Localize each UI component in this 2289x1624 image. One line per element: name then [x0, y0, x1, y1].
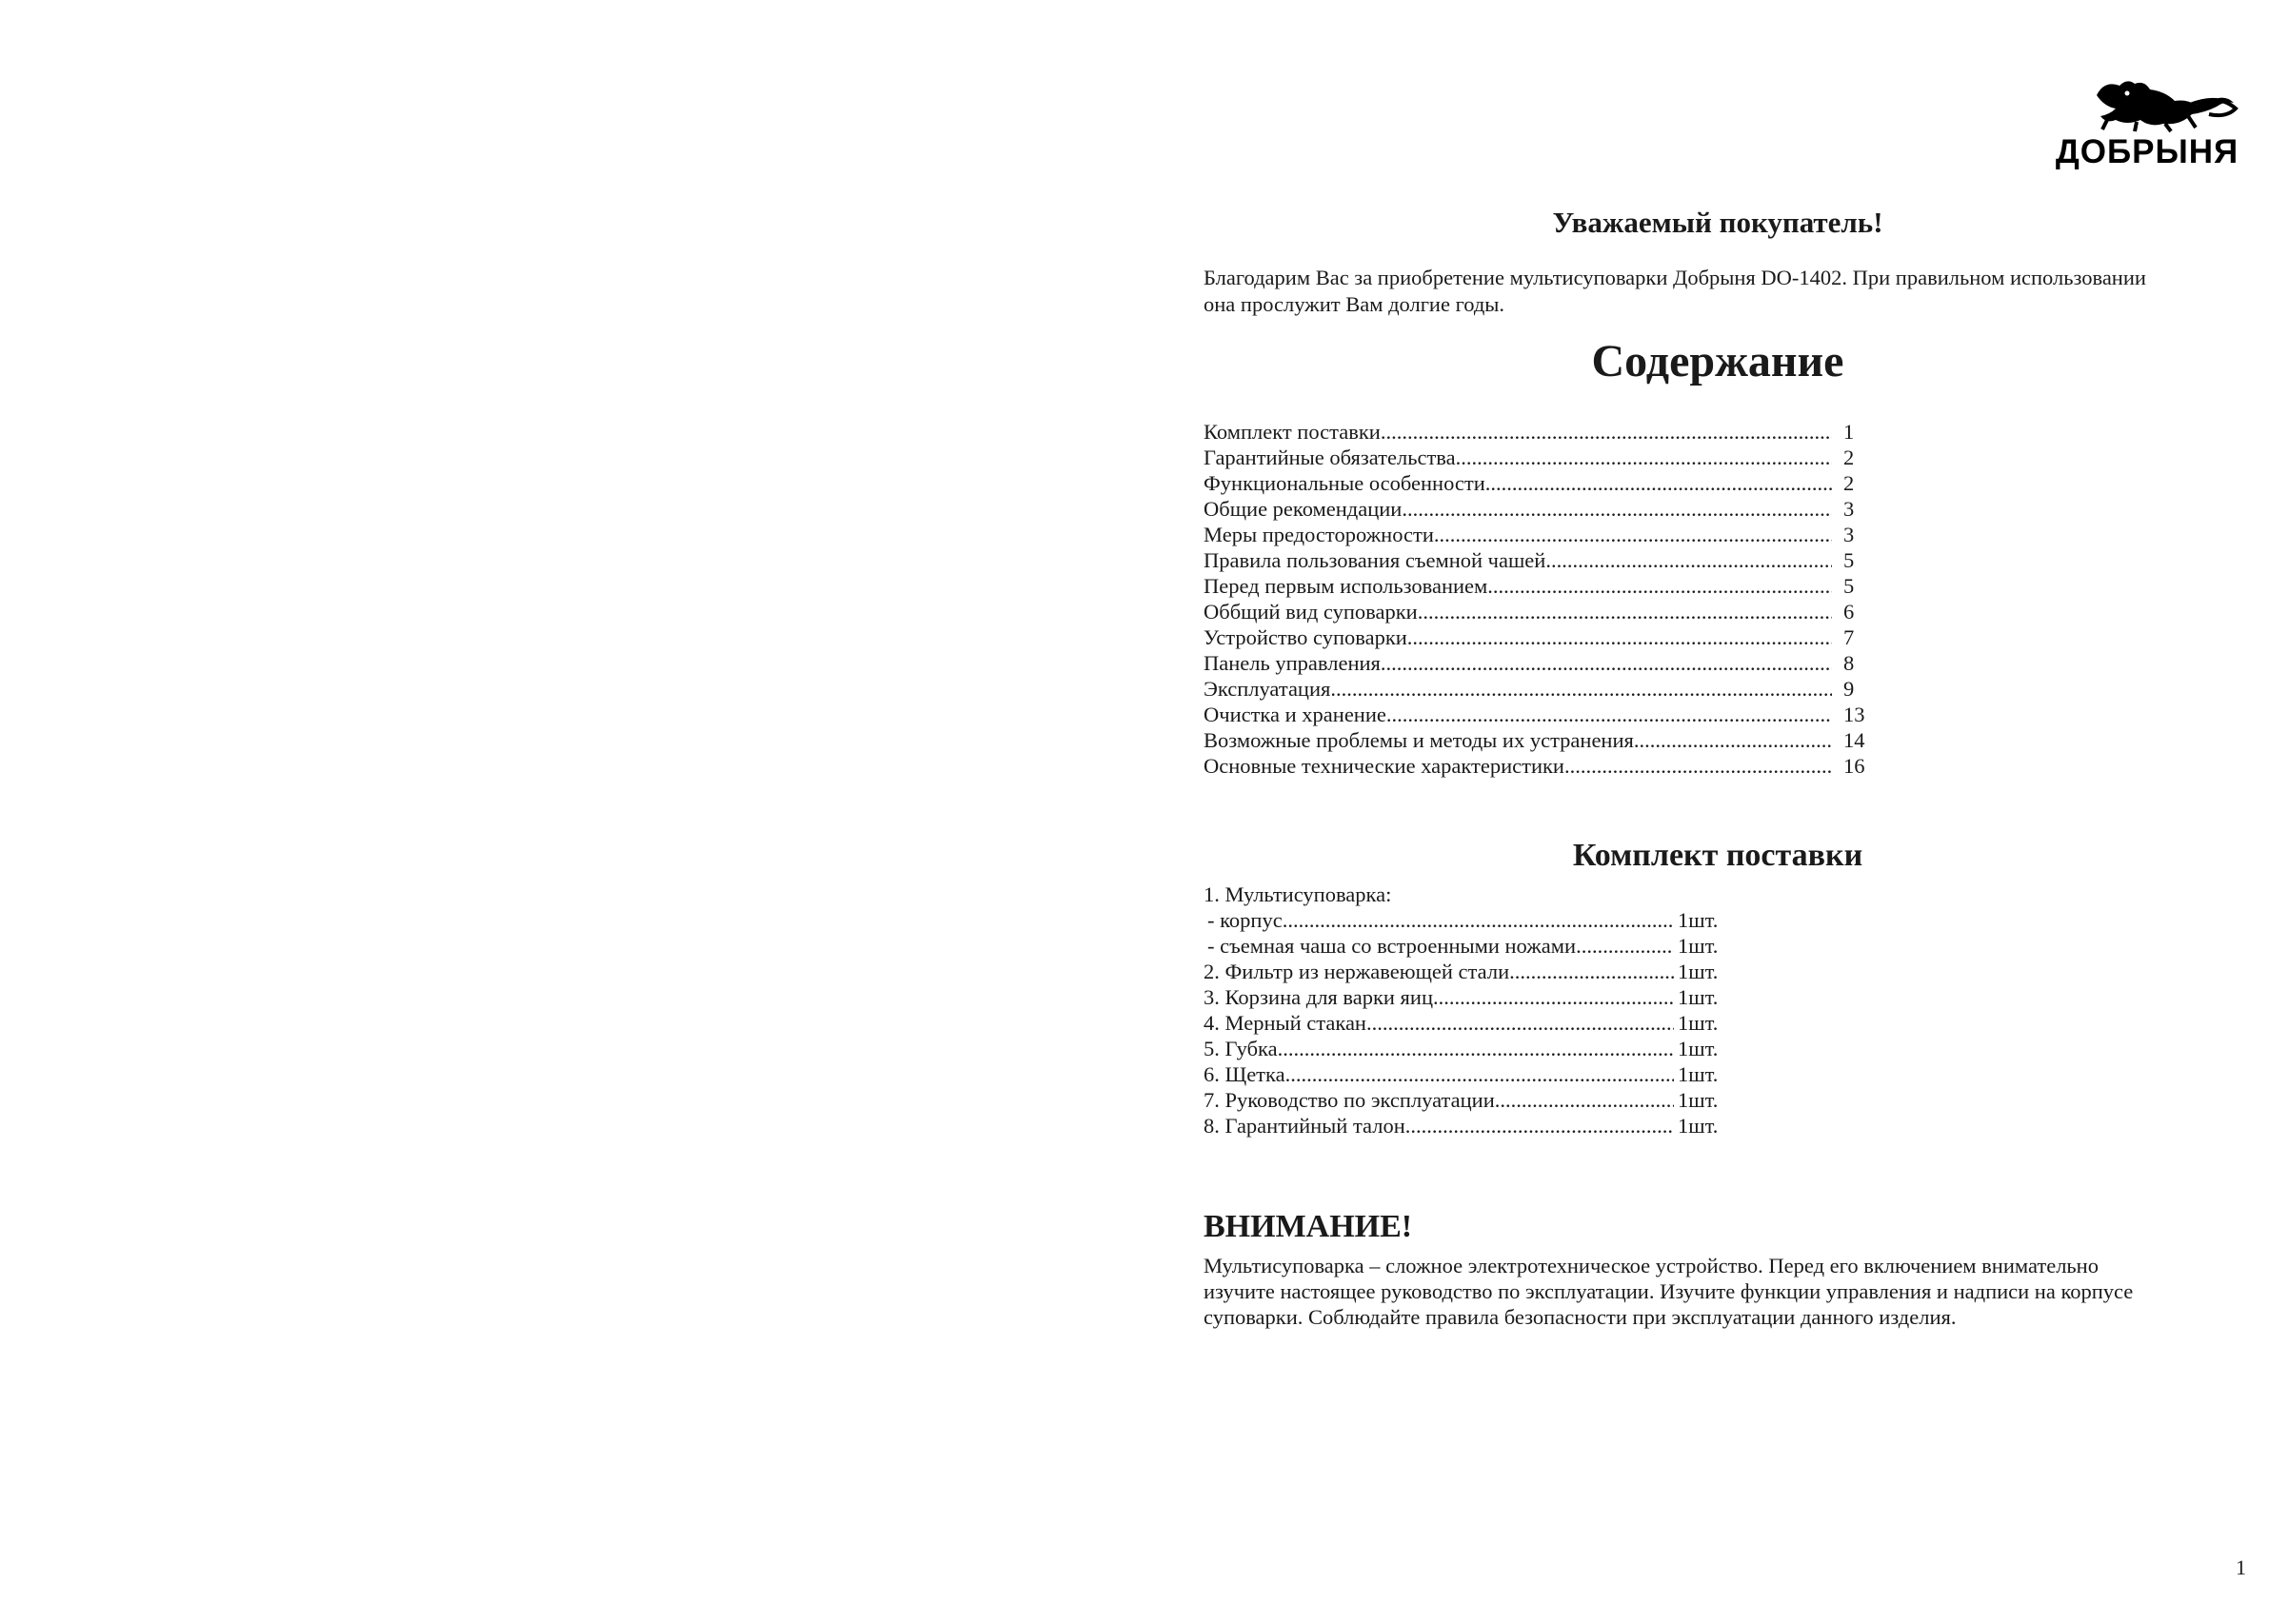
toc-item-page: 2: [1843, 471, 1855, 495]
toc-item-label: Комплект поставки: [1204, 420, 1381, 444]
leader-dots: [1418, 599, 1832, 624]
kit-item: [1204, 1036, 1725, 1061]
kit-item-label: - съемная чаша со встроенными ножами: [1207, 934, 1577, 958]
kit-item-label: 2. Фильтр из нержавеющей стали: [1204, 960, 1510, 983]
toc-item: [1204, 727, 1870, 753]
leader-dots: [1485, 470, 1832, 496]
toc-item-page: 6: [1843, 600, 1855, 624]
kit-item-qty: 1шт.: [1678, 934, 1719, 958]
attention-paragraph: [1204, 1253, 2241, 1330]
brand-logo: [2047, 76, 2257, 171]
attention-line: Мультисуповарка – сложное электротехническое устройство. Перед его включением внимательно: [1204, 1254, 2099, 1277]
kit-item-label: 7. Руководство по эксплуатации: [1204, 1088, 1495, 1112]
toc-item-page: 9: [1843, 677, 1855, 701]
toc-item-label: Эксплуатация: [1204, 677, 1331, 701]
leader-dots: [1330, 676, 1832, 702]
toc-item: [1204, 445, 1870, 470]
toc-item-page: 7: [1843, 625, 1855, 649]
toc-item-page: 14: [1843, 728, 1865, 752]
leader-dots: [1495, 1087, 1674, 1113]
kit-item: [1204, 933, 1725, 959]
toc-item-label: Перед первым использованием: [1204, 574, 1488, 598]
toc-item-page: 5: [1843, 548, 1855, 572]
kit-item: [1204, 959, 1725, 984]
leader-dots: [1285, 1061, 1674, 1087]
toc-item-label: Меры предосторожности: [1204, 523, 1434, 546]
toc-item-label: Гарантийные обязательства: [1204, 446, 1456, 469]
kit-item-label: 4. Мерный стакан: [1204, 1011, 1366, 1035]
logo-text: ДОБРЫНЯ: [2055, 133, 2239, 170]
toc-item-page: 8: [1843, 651, 1855, 675]
toc-item: [1204, 419, 1870, 445]
leader-dots: [1407, 624, 1832, 650]
leader-dots: [1381, 419, 1832, 445]
toc-item: [1204, 702, 1870, 727]
toc-item: [1204, 650, 1870, 676]
leader-dots: [1283, 1036, 1674, 1061]
toc-item-page: 13: [1843, 703, 1865, 726]
kit-item-label: 5. Губка.: [1204, 1037, 1284, 1060]
leader-dots: [1576, 933, 1674, 959]
kit-item-label: 8. Гарантийный талон: [1204, 1114, 1405, 1138]
toc-item: [1204, 753, 1870, 779]
kit-item-label: 6. Щетка: [1204, 1062, 1285, 1086]
kit-item-qty: 1шт.: [1678, 1011, 1719, 1035]
leader-dots: [1634, 727, 1832, 753]
toc-item-label: Очистка и хранение: [1204, 703, 1386, 726]
right-page: [1144, 0, 2289, 1624]
leader-dots: [1402, 496, 1832, 522]
intro-line: она прослужит Вам долгие годы.: [1204, 292, 1505, 316]
toc-item-label: Панель управления: [1204, 651, 1381, 675]
toc-item: [1204, 522, 1870, 547]
kit-item-label: - корпус: [1207, 908, 1283, 932]
page-number: 1: [2236, 1555, 2246, 1579]
attention-title: ВНИМАНИЕ!: [1204, 1209, 1413, 1244]
kit-item: [1204, 984, 1725, 1010]
toc-item-page: 3: [1843, 523, 1855, 546]
toc-item: [1204, 547, 1870, 573]
leader-dots: [1386, 702, 1832, 727]
kit-heading: 1. Мультисуповарка:: [1204, 882, 1392, 906]
toc-item-label: Правила пользования съемной чашей: [1204, 548, 1546, 572]
toc-item-page: 3: [1843, 497, 1855, 521]
leader-dots: [1433, 984, 1674, 1010]
kit-item-qty: 1шт.: [1678, 985, 1719, 1009]
kit-item: [1204, 1061, 1725, 1087]
kit-list: [1204, 907, 1725, 1139]
toc-item: [1204, 624, 1870, 650]
leader-dots: [1509, 959, 1674, 984]
kit-item: [1204, 907, 1725, 933]
toc-item-label: Устройство суповарки: [1204, 625, 1407, 649]
toc-item-page: 2: [1843, 446, 1855, 469]
kit-item-qty: 1шт.: [1678, 1037, 1719, 1060]
intro-paragraph: [1204, 265, 2251, 318]
toc-item-page: 5: [1843, 574, 1855, 598]
leader-dots: [1283, 907, 1674, 933]
toc-item: [1204, 573, 1870, 599]
toc-item-label: Возможные проблемы и методы их устранения: [1204, 728, 1634, 752]
kit-item-qty: 1шт.: [1678, 1088, 1719, 1112]
contents-title: Содержание: [1591, 336, 1844, 386]
toc-item-page: 1: [1843, 420, 1855, 444]
leader-dots: [1487, 573, 1832, 599]
attention-line: суповарки. Соблюдайте правила безопасности при эксплуатации данного изделия.: [1204, 1305, 1957, 1329]
table-of-contents: [1204, 419, 1870, 779]
kit-item-qty: 1шт.: [1678, 908, 1719, 932]
kit-title: Комплект поставки: [1572, 838, 1863, 873]
leader-dots: [1434, 522, 1832, 547]
attention-line: изучите настоящее руководство по эксплуатации. Изучите функции управления и надписи на корпусе: [1204, 1279, 2134, 1303]
kit-item-qty: 1шт.: [1678, 1114, 1719, 1138]
toc-item: [1204, 599, 1870, 624]
leader-dots: [1366, 1010, 1674, 1036]
galloping-horse-icon: [2047, 76, 2247, 133]
leader-dots: [1456, 445, 1832, 470]
toc-item-label: Общие рекомендации: [1204, 497, 1403, 521]
greeting-heading: Уважаемый покупатель!: [1552, 206, 1883, 239]
kit-item-qty: 1шт.: [1678, 1062, 1719, 1086]
intro-line: Благодарим Вас за приобретение мультисуповарки Добрыня DO-1402. При правильном использовании: [1204, 266, 2146, 289]
kit-item: [1204, 1087, 1725, 1113]
toc-item-label: Основные технические характеристики: [1204, 754, 1564, 778]
toc-item-label: Функциональные особенности: [1204, 471, 1485, 495]
leader-dots: [1564, 753, 1832, 779]
kit-item-qty: 1шт.: [1678, 960, 1719, 983]
left-blank-page: [0, 0, 1144, 1624]
toc-item: [1204, 676, 1870, 702]
kit-item-label: 3. Корзина для варки яиц: [1204, 985, 1433, 1009]
toc-item: [1204, 496, 1870, 522]
toc-item-page: 16: [1843, 754, 1865, 778]
toc-item: [1204, 470, 1870, 496]
kit-item: [1204, 1010, 1725, 1036]
leader-dots: [1545, 547, 1832, 573]
leader-dots: [1405, 1113, 1674, 1139]
toc-item-label: Оббщий вид суповарки: [1204, 600, 1418, 624]
kit-item: [1204, 1113, 1725, 1139]
leader-dots: [1381, 650, 1832, 676]
